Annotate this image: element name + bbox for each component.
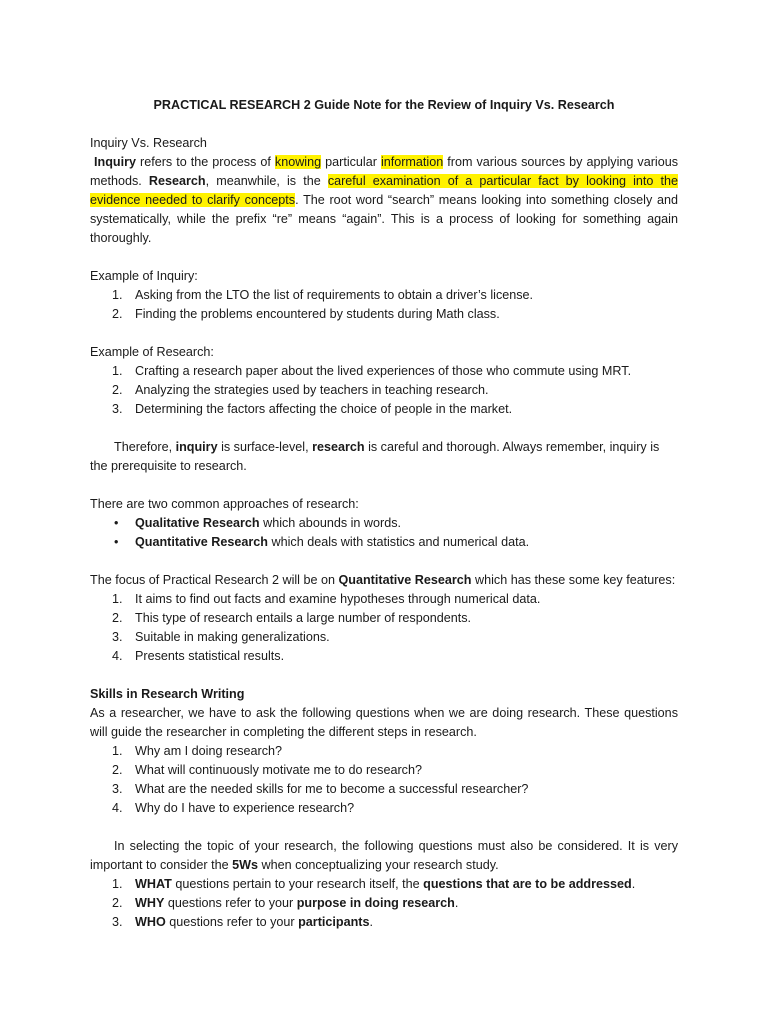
text-run: refers to the process of	[136, 155, 275, 169]
list-item	[90, 590, 678, 609]
list-number: 1.	[112, 364, 123, 378]
example-inquiry-label: Example of Inquiry:	[90, 269, 198, 283]
list-item-text: which deals with statistics and numerical data.	[268, 535, 530, 549]
text-run: The focus of Practical Research 2 will be on	[90, 573, 339, 587]
features-list	[90, 590, 678, 666]
example-research-list	[90, 362, 678, 419]
list-item	[90, 533, 678, 552]
list-item	[90, 514, 678, 533]
list-item	[90, 894, 678, 913]
bold-quantitative-research: Quantitative Research	[338, 573, 472, 587]
skills-questions-list	[90, 742, 678, 818]
list-item	[90, 780, 678, 799]
highlight-careful-examination: careful examination of a particular fact by looking into the evidence needed to clarify concepts	[90, 174, 678, 207]
text-run: is surface-level,	[217, 440, 313, 454]
bold-qualitative: Qualitative Research	[135, 516, 260, 530]
text-run: from various sources by applying various methods.	[90, 155, 679, 188]
approaches-list	[90, 514, 678, 552]
list-item	[90, 875, 678, 894]
list-number: 1.	[112, 744, 123, 758]
list-number: 1.	[112, 592, 123, 606]
list-item-text: Crafting a research paper about the lived experiences of those who commute using MRT.	[135, 364, 632, 378]
therefore-paragraph	[90, 438, 678, 476]
list-number: 1.	[112, 877, 123, 891]
list-number: 2.	[112, 611, 123, 625]
text-run: particular	[321, 155, 381, 169]
text-run: questions pertain to your research itself, the	[171, 877, 424, 891]
text-run: questions refer to your	[164, 896, 297, 910]
bold-why: WHY	[135, 896, 165, 910]
list-item-text: Why do I have to experience research?	[135, 801, 355, 815]
list-number: 3.	[112, 630, 123, 644]
list-item-text: Suitable in making generalizations.	[135, 630, 330, 644]
list-number: 4.	[112, 801, 123, 815]
text-run: questions refer to your	[165, 915, 299, 929]
focus-paragraph	[90, 571, 678, 590]
term-research: Research	[148, 174, 206, 188]
list-number: 2.	[112, 383, 123, 397]
list-item	[90, 742, 678, 761]
highlight-knowing: knowing	[274, 155, 322, 169]
list-number: 3.	[112, 915, 123, 929]
bold-5ws: 5Ws	[232, 858, 259, 872]
text-run: is careful and thorough. Always remember, inquiry is the prerequisite to research.	[90, 440, 660, 473]
list-item-text: What will continuously motivate me to do research?	[135, 763, 422, 777]
bold-phrase: participants	[298, 915, 370, 929]
text-run: .	[454, 896, 459, 910]
list-item	[90, 799, 678, 818]
highlight-information: information	[380, 155, 444, 169]
list-item	[90, 381, 678, 400]
text-run: .	[631, 877, 636, 891]
list-number: 4.	[112, 649, 123, 663]
bold-phrase: purpose in doing research	[296, 896, 455, 910]
list-number: 2.	[112, 896, 123, 910]
selecting-paragraph	[90, 837, 678, 875]
5ws-list	[90, 875, 678, 932]
text-run: . The root word “search” means looking into something closely and systematically, while the prefix “re” means “again”. This is a process of looking for something again thoroughly.	[90, 193, 678, 245]
skills-intro: As a researcher, we have to ask the following questions when we are doing research. These questions will guide the researcher in completing the different steps in research.	[90, 706, 678, 739]
text-run: .	[369, 915, 373, 929]
text-run: In selecting the topic of your research, the following questions must also be considered. It is very important to consider the	[90, 839, 678, 872]
list-item-text: This type of research entails a large number of respondents.	[135, 611, 472, 625]
approaches-label: There are two common approaches of research:	[90, 497, 359, 511]
bold-phrase: questions that are to be addressed	[423, 877, 632, 891]
list-number: 1.	[112, 288, 123, 302]
example-inquiry-list	[90, 286, 678, 324]
list-item	[90, 305, 678, 324]
list-item	[90, 609, 678, 628]
list-item-text: Analyzing the strategies used by teachers in teaching research.	[135, 383, 489, 397]
bold-research: research	[312, 440, 365, 454]
text-run: when conceptualizing your research study.	[258, 858, 499, 872]
skills-heading: Skills in Research Writing	[90, 687, 245, 701]
text-run: , meanwhile, is the	[205, 174, 328, 188]
list-item-text: Determining the factors affecting the choice of people in the market.	[135, 402, 513, 416]
list-item	[90, 647, 678, 666]
bold-quantitative: Quantitative Research	[135, 535, 268, 549]
list-item-text: It aims to find out facts and examine hypotheses through numerical data.	[135, 592, 541, 606]
list-number: 2.	[112, 763, 123, 777]
section-heading-inquiry-vs-research: Inquiry Vs. Research	[90, 136, 207, 150]
list-number: 3.	[112, 402, 123, 416]
list-item-text: Asking from the LTO the list of requirements to obtain a driver’s license.	[135, 288, 534, 302]
bold-what: WHAT	[135, 877, 172, 891]
example-research-label: Example of Research:	[90, 345, 214, 359]
bullet-icon: •	[114, 535, 119, 549]
list-item-text: Presents statistical results.	[135, 649, 285, 663]
list-item	[90, 362, 678, 381]
list-item	[90, 761, 678, 780]
list-item	[90, 286, 678, 305]
list-item-text: Finding the problems encountered by students during Math class.	[135, 307, 500, 321]
definition-paragraph	[90, 153, 678, 248]
list-item-text: Why am I doing research?	[135, 744, 282, 758]
list-item-text: What are the needed skills for me to become a successful researcher?	[135, 782, 529, 796]
term-inquiry: Inquiry	[94, 155, 136, 169]
text-run: Therefore,	[114, 440, 176, 454]
document-title: PRACTICAL RESEARCH 2 Guide Note for the Review of Inquiry Vs. Research	[153, 98, 615, 112]
document-content	[90, 96, 678, 932]
list-item	[90, 913, 678, 932]
list-item-text: which abounds in words.	[259, 516, 402, 530]
list-item	[90, 628, 678, 647]
bold-inquiry: inquiry	[175, 440, 218, 454]
list-number: 3.	[112, 782, 123, 796]
bullet-icon: •	[114, 516, 119, 530]
list-item	[90, 400, 678, 419]
text-run: which has these some key features:	[471, 573, 676, 587]
bold-who: WHO	[135, 915, 166, 929]
list-number: 2.	[112, 307, 123, 321]
